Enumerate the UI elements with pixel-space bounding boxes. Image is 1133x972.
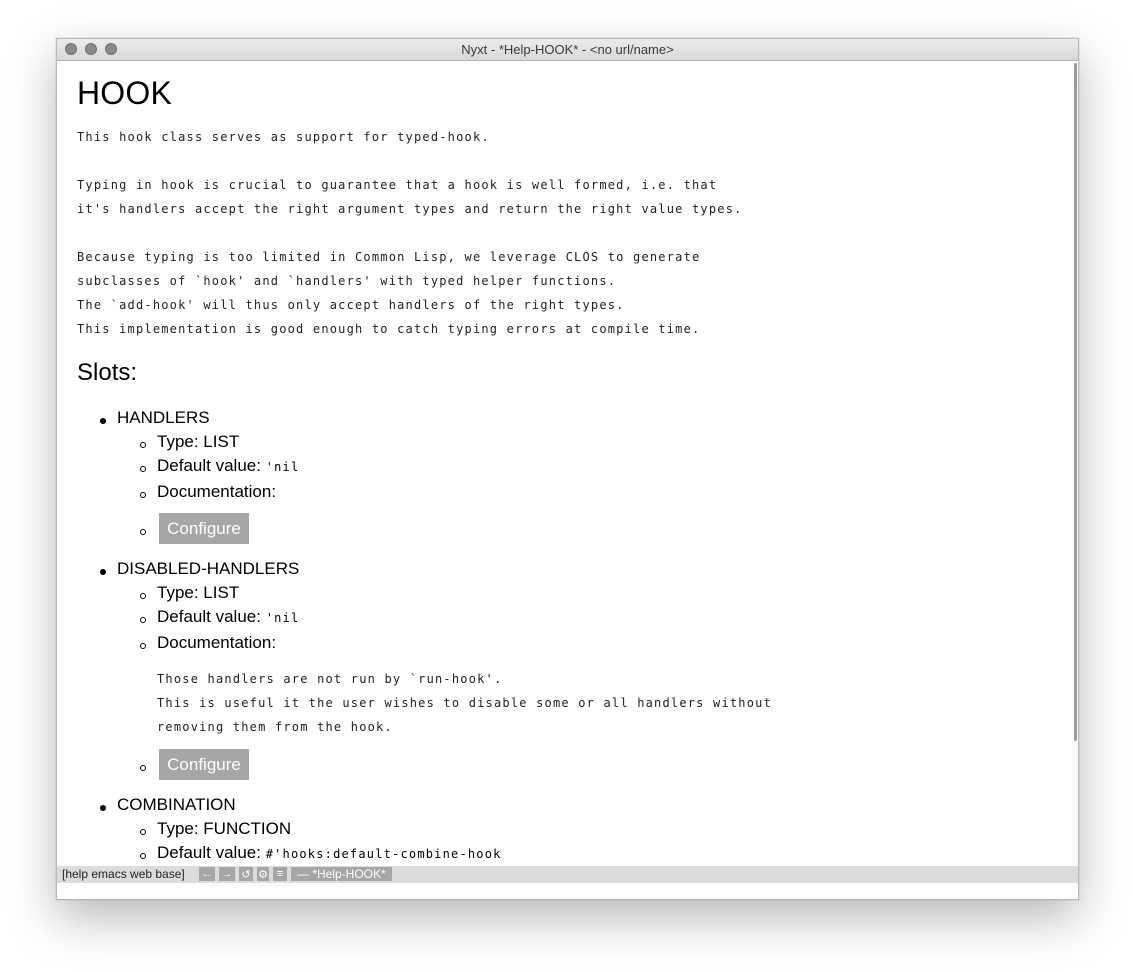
slot-doc-line: This is useful it the user wishes to disable some or all handlers without <box>157 696 772 710</box>
buffer-title[interactable]: — *Help-HOOK* <box>291 867 392 881</box>
gear-icon[interactable]: ⚙ <box>258 868 268 881</box>
circle-bullet-icon <box>140 617 146 623</box>
circle-bullet-icon <box>140 643 146 649</box>
doc-line: The `add-hook' will thus only accept handlers of the right types. <box>77 298 625 312</box>
slot-doc-line: Those handlers are not run by `run-hook'. <box>157 672 503 686</box>
slot-type: Type: LIST <box>157 583 240 602</box>
default-value-label: Default value: <box>157 607 261 626</box>
configure-disabled-handlers-button[interactable]: Configure <box>159 749 249 780</box>
doc-line: Because typing is too limited in Common Lisp, we leverage CLOS to generate <box>77 250 701 264</box>
page-title: HOOK <box>77 75 173 111</box>
help-page-content <box>57 61 1072 867</box>
doc-line: Typing in hook is crucial to guarantee that a hook is well formed, i.e. that <box>77 178 718 192</box>
bullet-icon <box>100 805 106 811</box>
doc-line: This implementation is good enough to catch typing errors at compile time. <box>77 322 701 336</box>
window-title: Nyxt - *Help-HOOK* - <no url/name> <box>461 42 674 57</box>
slot-name-disabled-handlers: DISABLED-HANDLERS <box>117 559 300 578</box>
slot-name-combination: COMBINATION <box>117 795 236 814</box>
title-bar[interactable] <box>57 39 1078 61</box>
default-value-code: #'hooks:default-combine-hook <box>265 847 502 861</box>
circle-bullet-icon <box>140 829 146 835</box>
circle-bullet-icon <box>140 492 146 498</box>
back-arrow-icon[interactable]: ← <box>199 867 215 881</box>
slot-documentation-label: Documentation: <box>157 482 277 501</box>
doc-line: subclasses of `hook' and `handlers' with typed helper functions. <box>77 274 617 288</box>
default-value-label: Default value: <box>157 843 261 862</box>
forward-arrow-icon[interactable]: → <box>219 867 235 881</box>
slot-type: Type: FUNCTION <box>157 819 292 838</box>
circle-bullet-icon <box>140 593 146 599</box>
default-value-code: 'nil <box>265 460 300 474</box>
default-value-label: Default value: <box>157 456 261 475</box>
circle-bullet-icon <box>140 442 146 448</box>
slot-default-value <box>157 607 299 627</box>
circle-bullet-icon <box>140 853 146 859</box>
slot-type: Type: LIST <box>157 432 240 451</box>
scrollbar-thumb[interactable] <box>1074 63 1077 741</box>
slot-documentation-label: Documentation: <box>157 633 277 652</box>
slot-default-value <box>157 843 502 863</box>
doc-line: This hook class serves as support for typed-hook. <box>77 130 490 144</box>
slots-heading: Slots: <box>77 359 138 386</box>
configure-handlers-button[interactable]: Configure <box>159 513 249 544</box>
reload-icon[interactable]: ↺ <box>239 867 253 881</box>
status-bar <box>57 866 1078 883</box>
slot-doc-line: removing them from the hook. <box>157 720 393 734</box>
bullet-icon <box>100 418 106 424</box>
browser-window <box>56 38 1079 900</box>
circle-bullet-icon <box>140 529 146 535</box>
menu-icon[interactable]: ≡ <box>273 867 287 881</box>
slot-default-value <box>157 456 299 476</box>
doc-line: it's handlers accept the right argument types and return the right value types. <box>77 202 743 216</box>
default-value-code: 'nil <box>265 611 300 625</box>
slot-name-handlers: HANDLERS <box>117 408 210 427</box>
circle-bullet-icon <box>140 466 146 472</box>
circle-bullet-icon <box>140 765 146 771</box>
bullet-icon <box>100 569 106 575</box>
mode-list[interactable]: [help emacs web base] <box>62 867 185 881</box>
